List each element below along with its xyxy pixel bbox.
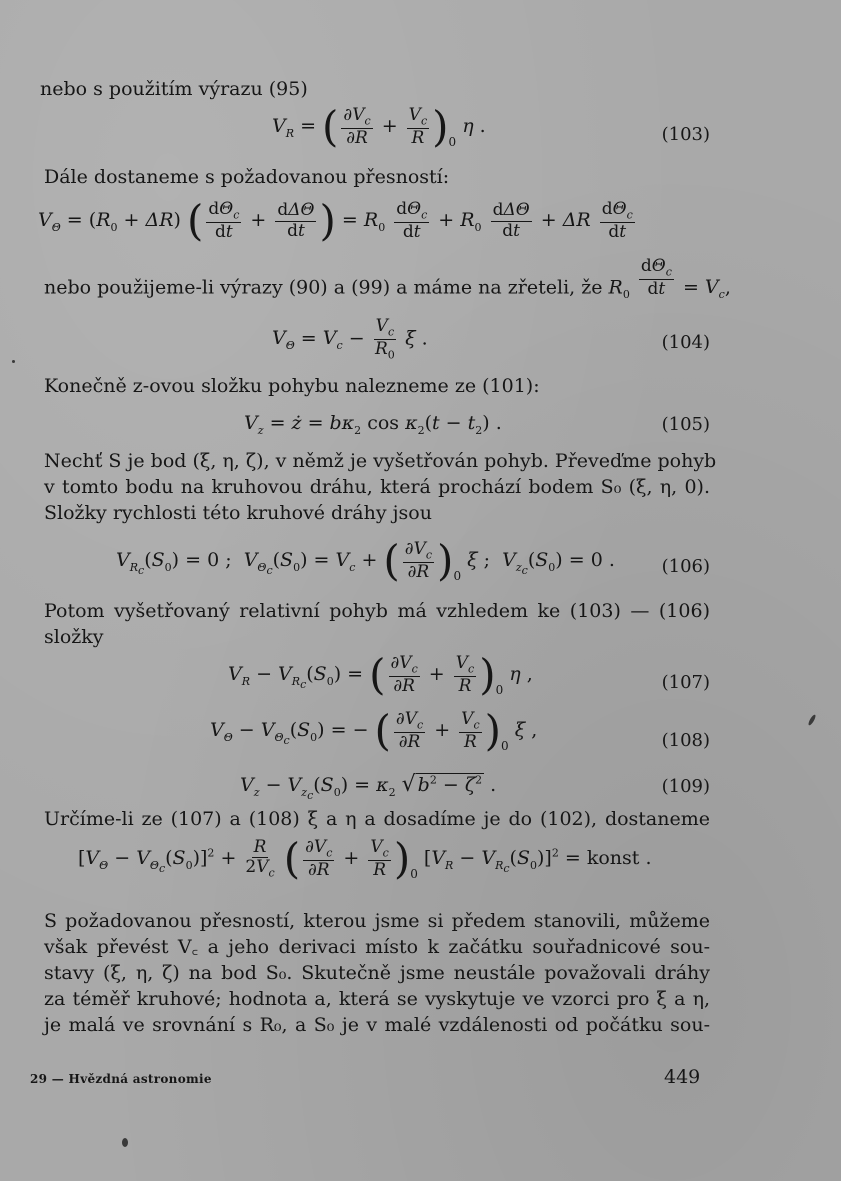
scan-speck	[12, 360, 15, 363]
equation-number-104: (104)	[661, 332, 710, 353]
text-line-3-prefix: nebo použijeme-li výrazy (90) a (99) a máme na zřeteli, že	[44, 276, 603, 299]
equation-107: $V_R - V_{R_c}(S_0)$ = ( $\frac{\partial V_c}{\partial R}$ + $\frac{V_c}{R}$ )$_0$ η ,	[228, 650, 533, 699]
paragraph-3-line-1: Určíme-li ze (107) a (108) ξ a η a dosadíme je do (102), dostaneme	[44, 808, 710, 830]
text-line-3: nebo použijeme-li výrazy (90) a (99) a máme na zřeteli, že $R_0$ $\frac{d\Theta_c}{dt}$ = $V_c$,	[44, 256, 731, 302]
paragraph-4-line-5: je malá ve srovnání s R₀, a S₀ je v malé vzdálenosti od počátku sou-	[44, 1014, 710, 1036]
paragraph-4-line-4: za téměř kruhové; hodnota a, která se vyskytuje ve vzorci pro ξ a η,	[44, 988, 710, 1010]
text-line-2: Dále dostaneme s požadovanou přesností:	[44, 166, 450, 188]
equation-103: $V_R$ = ( $\frac{\partial V_c}{\partial R}$ + $\frac{V_c}{R}$ )$_0$ η .	[272, 102, 486, 151]
equation-105: $V_z$ = ż = $b\kappa_2$ $\cos \kappa_2(t - t_2)$ .	[244, 412, 502, 437]
paragraph-1-line-1: Nechť S je bod (ξ, η, ζ), v němž je vyšetřován pohyb. Převeďme pohyb	[44, 450, 717, 472]
scan-speck	[807, 714, 816, 726]
text-line-1: nebo s použitím výrazu (95)	[40, 78, 308, 100]
equation-number-105: (105)	[661, 414, 710, 435]
equation-number-103: (103)	[661, 124, 710, 145]
equation-number-109: (109)	[661, 776, 710, 797]
equation-108: $V_\Theta - V_{\Theta_c}(S_0)$ = − ( $\frac{\partial V_c}{\partial R}$ + $\frac{V_c}{R}$ )$_0$ ξ ,	[210, 706, 538, 755]
paragraph-1-line-2: v tomto bodu na kruhovou dráhu, která prochází bodem S₀ (ξ, η, 0).	[44, 476, 710, 498]
scan-speck	[122, 1138, 128, 1147]
equation-number-106: (106)	[661, 556, 710, 577]
equation-106: $V_{R_c}(S_0) = 0$ ; $V_{\Theta_c}(S_0) = V_c$ + ( $\frac{\partial V_c}{\partial R}$ )$_0$ ξ ; $V_{z_c}(S_0) = 0$ .	[116, 536, 615, 585]
paragraph-4-line-1: S požadovanou přesností, kterou jsme si předem stanovili, můžeme	[44, 910, 710, 932]
text-line-4: Konečně z-ovou složku pohybu nalezneme ze (101):	[44, 375, 540, 397]
page-number: 449	[664, 1066, 701, 1088]
equation-final-konst: $[V_\Theta - V_{\Theta_c}(S_0)]^2$ + $\frac{R}{2V_c}$ ( $\frac{\partial V_c}{\partial R}$ + $\frac{V_c}{R}$ )$_0$ $[V_R - V_{R_c}(S_0)]^2$ = konst .	[78, 834, 652, 883]
footer-signature: 29 — Hvězdná astronomie	[30, 1072, 212, 1086]
equation-number-107: (107)	[661, 672, 710, 693]
paragraph-2-line-2: složky	[44, 626, 104, 648]
equation-109: $V_z - V_{z_c}(S_0) = \kappa_2$ √ $b^2 - \zeta^2$ .	[240, 772, 497, 802]
paragraph-1-line-3: Složky rychlosti této kruhové dráhy jsou	[44, 502, 432, 524]
equation-104: $V_\Theta = V_c$ − $\frac{V_c}{R_0}$ ξ .	[272, 316, 428, 362]
paragraph-4-line-2: však převést V꜀ a jeho derivaci místo k začátku souřadnicové sou-	[44, 936, 710, 958]
paragraph-4-line-3: stavy (ξ, η, ζ) na bod S₀. Skutečně jsme neustále považovali dráhy	[44, 962, 710, 984]
paragraph-2-line-1: Potom vyšetřovaný relativní pohyb má vzhledem ke (103) — (106)	[44, 600, 710, 622]
equation-number-108: (108)	[661, 730, 710, 751]
equation-v-theta: $V_\Theta = (R_0 + \Delta R)$ ( $\frac{d\Theta_c}{dt}$ + $\frac{\text{dΔΘ}}{dt}$ ) = $R_0$ $\frac{d\Theta_c}{dt}$ + $R_0$ $\frac{\text{dΔΘ}}{dt}$ + ΔR $\frac{d\Theta_c}{dt}$	[38, 196, 633, 245]
